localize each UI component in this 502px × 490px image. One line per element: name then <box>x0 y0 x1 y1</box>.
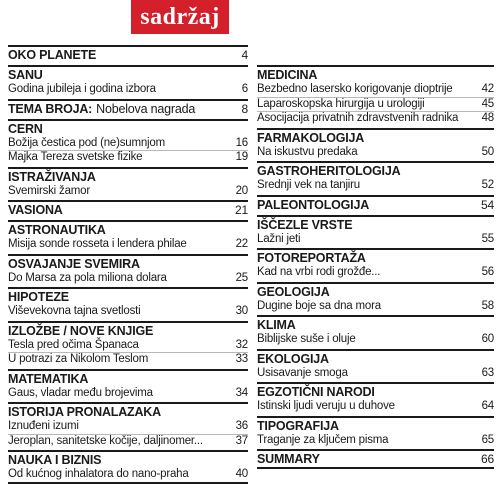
toc-section <box>8 167 248 199</box>
section-heading[interactable] <box>8 257 248 272</box>
toc-entry[interactable] <box>8 420 248 435</box>
section-heading[interactable] <box>257 419 494 434</box>
section-page-number: 4 <box>241 48 248 62</box>
section-title: FARMAKOLOGIJA <box>257 130 365 145</box>
entry-title: Do Marsa za pola miliona dolara <box>8 271 167 284</box>
toc-entry[interactable] <box>8 468 248 482</box>
toc-entry[interactable] <box>8 238 248 252</box>
entry-title: Svemirski žamor <box>8 184 90 197</box>
toc-entry[interactable] <box>8 339 248 354</box>
section-heading[interactable] <box>8 405 248 420</box>
section-title: SUMMARY <box>257 452 320 466</box>
section-title: IŠČEZLE VRSTE <box>257 217 353 232</box>
section-title: ISTRAŽIVANJA <box>8 169 96 184</box>
section-heading[interactable] <box>257 198 494 213</box>
toc-entry[interactable] <box>8 353 248 367</box>
toc-column-right <box>257 65 494 471</box>
toc-column-left <box>8 45 248 486</box>
toc-section <box>8 200 248 218</box>
toc-section <box>257 128 494 160</box>
entry-title: Božija čestica pod (ne)sumnjom <box>8 136 165 149</box>
entry-page-number: 36 <box>235 420 248 432</box>
entry-title: Biblijske suše i oluje <box>257 333 356 345</box>
toc-entry[interactable] <box>257 112 494 126</box>
entry-title: Od kućnog inhalatora do nano-praha <box>8 468 189 480</box>
entry-page-number: 37 <box>235 434 248 447</box>
section-heading[interactable] <box>8 453 248 468</box>
section-title: OSVAJANJE SVEMIRA <box>8 256 140 271</box>
toc-section <box>257 161 494 193</box>
section-title: CERN <box>8 121 43 136</box>
entry-page-number: 55 <box>481 232 494 245</box>
toc-section <box>8 254 248 286</box>
section-heading[interactable] <box>8 372 248 387</box>
entry-page-number: 22 <box>235 238 248 250</box>
toc-entry[interactable] <box>257 233 494 247</box>
toc-section <box>257 449 494 469</box>
toc-section <box>8 65 248 97</box>
toc-entry[interactable] <box>8 387 248 401</box>
section-title: ISTORIJA PRONALAZAKA <box>8 405 161 419</box>
section-heading[interactable] <box>257 164 494 179</box>
section-heading[interactable] <box>257 352 494 367</box>
toc-entry[interactable] <box>257 300 494 314</box>
section-heading[interactable] <box>257 131 494 146</box>
entry-page-number: 19 <box>235 151 248 163</box>
section-banner: sadržaj <box>131 0 229 34</box>
section-title: EGZOTIČNI NARODI <box>257 385 375 399</box>
entry-title: Na iskustvu predaka <box>257 145 358 158</box>
entry-page-number: 63 <box>481 366 494 379</box>
entry-title: Iznuđeni izumi <box>8 420 79 432</box>
toc-entry[interactable] <box>257 367 494 381</box>
entry-page-number: 34 <box>235 386 248 399</box>
section-heading[interactable] <box>257 218 494 233</box>
entry-title: Kad na vrbi rodi grožđe... <box>257 266 381 278</box>
entry-title: Bezbedno lasersko korigovanje dioptrije <box>257 83 453 95</box>
entry-title: Laparoskopska hirurgija u urologiji <box>257 97 425 110</box>
entry-page-number: 42 <box>481 83 494 95</box>
toc-section <box>8 450 248 484</box>
toc-section <box>257 349 494 381</box>
section-heading[interactable] <box>8 203 248 218</box>
entry-page-number: 52 <box>481 179 494 191</box>
toc-section <box>257 65 494 126</box>
section-heading[interactable] <box>8 170 248 185</box>
toc-entry[interactable] <box>257 400 494 414</box>
entry-title: Dugine boje sa dna mora <box>257 299 381 312</box>
section-heading[interactable] <box>8 223 248 238</box>
toc-section <box>257 416 494 448</box>
entry-title: Srednji vek na tanjiru <box>257 179 360 191</box>
toc-entry[interactable] <box>8 151 248 165</box>
toc-section <box>8 402 248 448</box>
entry-title: Misija sonde rosseta i lendera philae <box>8 238 187 250</box>
entry-page-number: 48 <box>481 112 494 124</box>
toc-section <box>8 220 248 252</box>
entry-title: Godina jubileja i godina izbora <box>8 83 156 95</box>
entry-page-number: 6 <box>241 83 248 95</box>
entry-page-number: 65 <box>481 433 494 446</box>
section-page-number: 21 <box>235 203 248 217</box>
toc-section <box>8 99 248 117</box>
section-title: TEMA BROJA: <box>8 101 93 116</box>
entry-title: Jeroplan, sanitetske kočije, daljinomer... <box>8 434 203 447</box>
entry-title: Tesla pred očima Španaca <box>8 338 139 351</box>
section-heading[interactable] <box>8 122 248 137</box>
entry-page-number: 56 <box>481 266 494 278</box>
section-heading[interactable] <box>8 324 248 339</box>
entry-title: Lažni jeti <box>257 232 301 245</box>
entry-title: Traganje za ključem pisma <box>257 433 389 446</box>
entry-page-number: 25 <box>235 271 248 284</box>
section-heading[interactable] <box>8 290 248 305</box>
section-title: GEOLOGIJA <box>257 284 330 299</box>
section-heading[interactable] <box>8 102 248 117</box>
section-heading[interactable] <box>8 68 248 83</box>
section-title: EKOLOGIJA <box>257 351 329 366</box>
section-heading[interactable] <box>257 285 494 300</box>
entry-page-number: 64 <box>481 400 494 412</box>
section-title: HIPOTEZE <box>8 290 69 304</box>
entry-page-number: 32 <box>235 338 248 351</box>
entry-title: U potrazi za Nikolom Teslom <box>8 353 149 365</box>
toc-section <box>8 119 248 165</box>
toc-section <box>257 215 494 247</box>
section-heading[interactable] <box>257 452 494 467</box>
entry-page-number: 33 <box>235 353 248 365</box>
toc-section <box>8 45 248 63</box>
section-heading[interactable] <box>257 385 494 400</box>
toc-entry[interactable] <box>8 137 248 152</box>
section-title: OKO PLANETE <box>8 48 97 62</box>
toc-section <box>8 369 248 401</box>
section-heading[interactable] <box>8 48 248 63</box>
section-page-number: 54 <box>481 197 494 212</box>
section-title: PALEONTOLOGIJA <box>257 197 370 212</box>
section-title: SANU <box>8 68 43 82</box>
section-heading[interactable] <box>257 68 494 83</box>
section-title: KLIMA <box>257 318 296 332</box>
toc-entry[interactable] <box>257 179 494 193</box>
section-title: VASIONA <box>8 203 63 217</box>
toc-section <box>8 321 248 367</box>
entry-page-number: 16 <box>235 136 248 149</box>
entry-page-number: 30 <box>235 305 248 317</box>
section-title: MATEMATIKA <box>8 371 89 386</box>
entry-title: Majka Tereza svetske fizike <box>8 151 143 163</box>
toc-entry[interactable] <box>8 305 248 319</box>
toc-section <box>257 282 494 314</box>
section-title: NAUKA I BIZNIS <box>8 453 102 467</box>
toc-section <box>8 287 248 319</box>
toc-entry[interactable] <box>257 434 494 448</box>
toc-section <box>257 248 494 280</box>
section-title: IZLOŽBE / NOVE KNJIGE <box>8 323 154 338</box>
toc-entry[interactable] <box>257 146 494 160</box>
section-title: GASTROHERITOLOGIJA <box>257 164 401 178</box>
entry-page-number: 58 <box>481 299 494 312</box>
entry-page-number: 50 <box>481 145 494 158</box>
section-heading[interactable] <box>257 318 494 333</box>
entry-page-number: 45 <box>481 97 494 110</box>
section-heading[interactable] <box>257 251 494 266</box>
entry-title: Asocijacija privatnih zdravstvenih radnika <box>257 112 459 124</box>
section-page-number: 8 <box>241 101 248 116</box>
entry-page-number: 40 <box>235 468 248 480</box>
entry-title: Viševekovna tajna svetlosti <box>8 305 141 317</box>
entry-page-number: 60 <box>481 333 494 345</box>
toc-entry[interactable] <box>8 435 248 449</box>
toc-section <box>257 382 494 414</box>
toc-section <box>257 195 494 213</box>
section-title: MEDICINA <box>257 68 318 82</box>
entry-page-number: 20 <box>235 184 248 197</box>
section-title: TIPOGRAFIJA <box>257 418 339 433</box>
toc-section <box>257 315 494 347</box>
section-subtitle: Nobelova nagrada <box>96 101 196 116</box>
toc-entry[interactable] <box>257 98 494 113</box>
toc-entry[interactable] <box>8 83 248 97</box>
section-page-number: 66 <box>481 452 494 466</box>
toc-entry[interactable] <box>8 185 248 199</box>
section-title: FOTOREPORTAŽA <box>257 251 366 265</box>
toc-entry[interactable] <box>257 266 494 280</box>
section-title: ASTRONAUTIKA <box>8 223 106 237</box>
toc-entry[interactable] <box>257 333 494 347</box>
entry-title: Usisavanje smoga <box>257 366 348 379</box>
toc-entry[interactable] <box>257 83 494 98</box>
entry-title: Istinski ljudi veruju u duhove <box>257 400 395 412</box>
toc-entry[interactable] <box>8 272 248 286</box>
entry-title: Gaus, vladar među brojevima <box>8 386 153 399</box>
